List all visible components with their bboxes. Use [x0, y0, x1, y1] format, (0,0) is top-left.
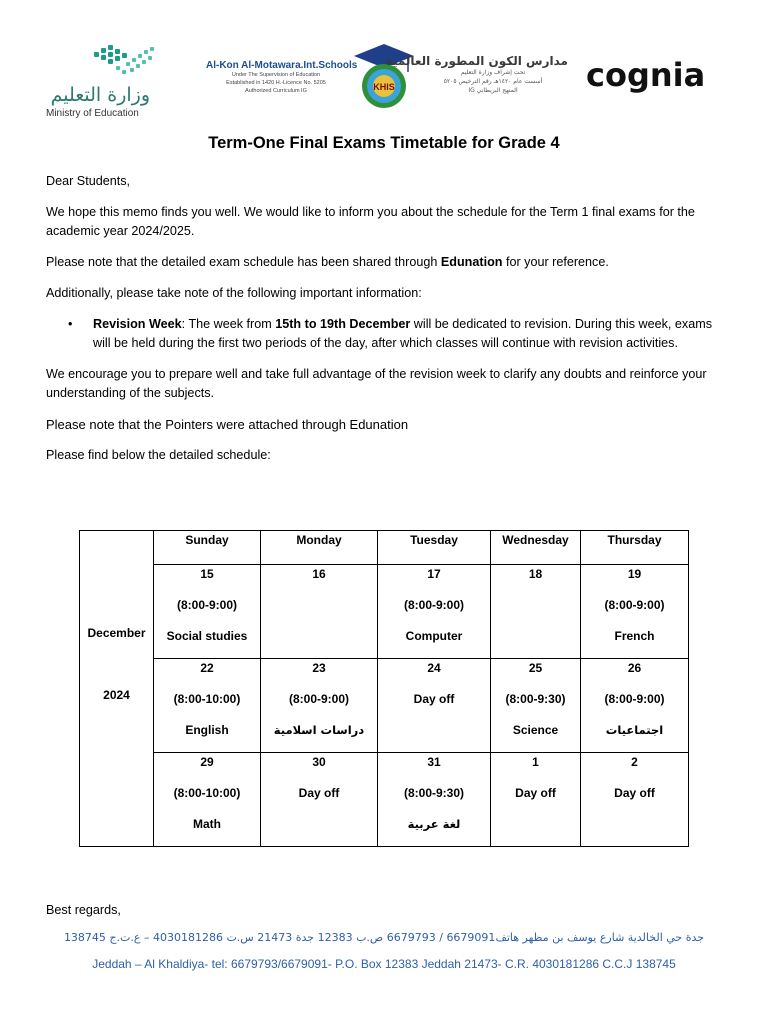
- table-row: [80, 659, 689, 753]
- schedule-cell: 31 (8:00-9:30) لغة عربية: [378, 753, 491, 847]
- revision-week-label: Revision Week: [93, 317, 182, 331]
- day-header: Monday: [261, 531, 378, 565]
- paragraph-edunation: Please note that the detailed exam schedule has been shared through Edunation for your reference.: [46, 255, 609, 269]
- school-crest-icon: [352, 42, 416, 112]
- school-english-logo: [206, 60, 358, 95]
- year-label: 2024: [103, 687, 130, 702]
- school-arabic-name: مدارس الكون المطورة العالمية: [385, 54, 568, 68]
- schedule-cell: 23 (8:00-9:00) دراسات اسلامية: [261, 659, 378, 753]
- school-arabic-line: المنهج البريطاني IG: [468, 87, 518, 94]
- exam-schedule-table: [79, 530, 689, 847]
- schedule-cell: 16: [261, 565, 378, 659]
- school-arabic-line: أسست عام ١٤٢٠هـ رقم الترخيص ٥٢٠٥: [443, 78, 543, 85]
- paragraph-info: Additionally, please take note of the following important information:: [46, 286, 422, 300]
- bullet-icon: •: [68, 317, 73, 331]
- school-english-line: Established in 1420 H.-Licence No. 5205: [226, 80, 326, 86]
- school-crest-text: KHIS: [373, 82, 395, 92]
- school-english-name: Al-Kon Al-Motawara.Int.Schools: [206, 60, 358, 71]
- table-row: [80, 565, 689, 659]
- month-label: December: [87, 625, 146, 640]
- schedule-cell: 15 (8:00-9:00) Social studies: [154, 565, 261, 659]
- paragraph-schedule-intro: Please find below the detailed schedule:: [46, 448, 271, 462]
- schedule-cell: 2 Day off: [581, 753, 689, 847]
- schedule-cell: 19 (8:00-9:00) French: [581, 565, 689, 659]
- closing: Best regards,: [46, 903, 121, 917]
- school-arabic-logo: [385, 54, 568, 95]
- moe-arabic-name: وزارة التعليم: [50, 84, 150, 106]
- school-english-line: Under The Supervision of Education: [231, 72, 321, 78]
- schedule-cell: 24 Day off: [378, 659, 491, 753]
- schedule-cell: 30 Day off: [261, 753, 378, 847]
- schedule-cell: 1 Day off: [491, 753, 581, 847]
- schedule-cell: 25 (8:00-9:30) Science: [491, 659, 581, 753]
- day-header: Sunday: [154, 531, 261, 565]
- paragraph-encourage: We encourage you to prepare well and take full advantage of the revision week to clarify any doubts and reinforce your understanding of the subjects.: [46, 367, 707, 400]
- school-english-line: Authorized Curriculum IG: [245, 88, 307, 94]
- header-logos: [0, 38, 768, 128]
- page-title: Term-One Final Exams Timetable for Grade 4: [208, 134, 560, 152]
- day-header: Tuesday: [378, 531, 491, 565]
- revision-week-bullet: • Revision Week: The week from 15th to 19th December will be dedicated to revision. During this week, exams will be held during the first two periods of the day, after which classes will continue with revision activities.: [68, 317, 713, 350]
- cognia-logo: cognia: [586, 56, 706, 94]
- moe-english-name: Ministry of Education: [46, 108, 139, 119]
- footer-arabic-address: جدة حي الخالدية شارع يوسف بن مظهر هاتف6679091 / 6679793 ص.ب 12383 جدة 21473 س.ت 4030181286 – ع.ت.ج 138745: [63, 931, 705, 944]
- schedule-cell: 29 (8:00-10:00) Math: [154, 753, 261, 847]
- table-row: [80, 753, 689, 847]
- memo-body: [46, 172, 726, 477]
- schedule-cell: 26 (8:00-9:00) اجتماعيات: [581, 659, 689, 753]
- edunation-label: Edunation: [440, 255, 503, 269]
- day-header: Wednesday: [491, 531, 581, 565]
- paragraph-pointers: Please note that the Pointers were attached through Edunation: [46, 417, 409, 432]
- ministry-of-education-logo: [44, 44, 154, 124]
- paragraph-intro: We hope this memo finds you well. We would like to inform you about the schedule for the Term 1 final exams for the academic year 2024/2025.: [46, 205, 695, 238]
- table-header-row: [80, 531, 689, 565]
- moe-dots-icon: [92, 44, 156, 80]
- greeting: Dear Students,: [46, 174, 131, 188]
- schedule-cell: 17 (8:00-9:00) Computer: [378, 565, 491, 659]
- month-cell: [80, 531, 154, 847]
- school-arabic-line: تحت إشراف وزارة التعليم: [460, 69, 526, 76]
- schedule-cell: 18: [491, 565, 581, 659]
- day-header: Thursday: [581, 531, 689, 565]
- revision-dates: 15th to 19th December: [275, 317, 411, 331]
- schedule-cell: 22 (8:00-10:00) English: [154, 659, 261, 753]
- footer-english-address: Jeddah – Al Khaldiya- tel: 6679793/6679091- P.O. Box 12383 Jeddah 21473- C.R. 4030181286 C.C.J 138745: [92, 957, 676, 971]
